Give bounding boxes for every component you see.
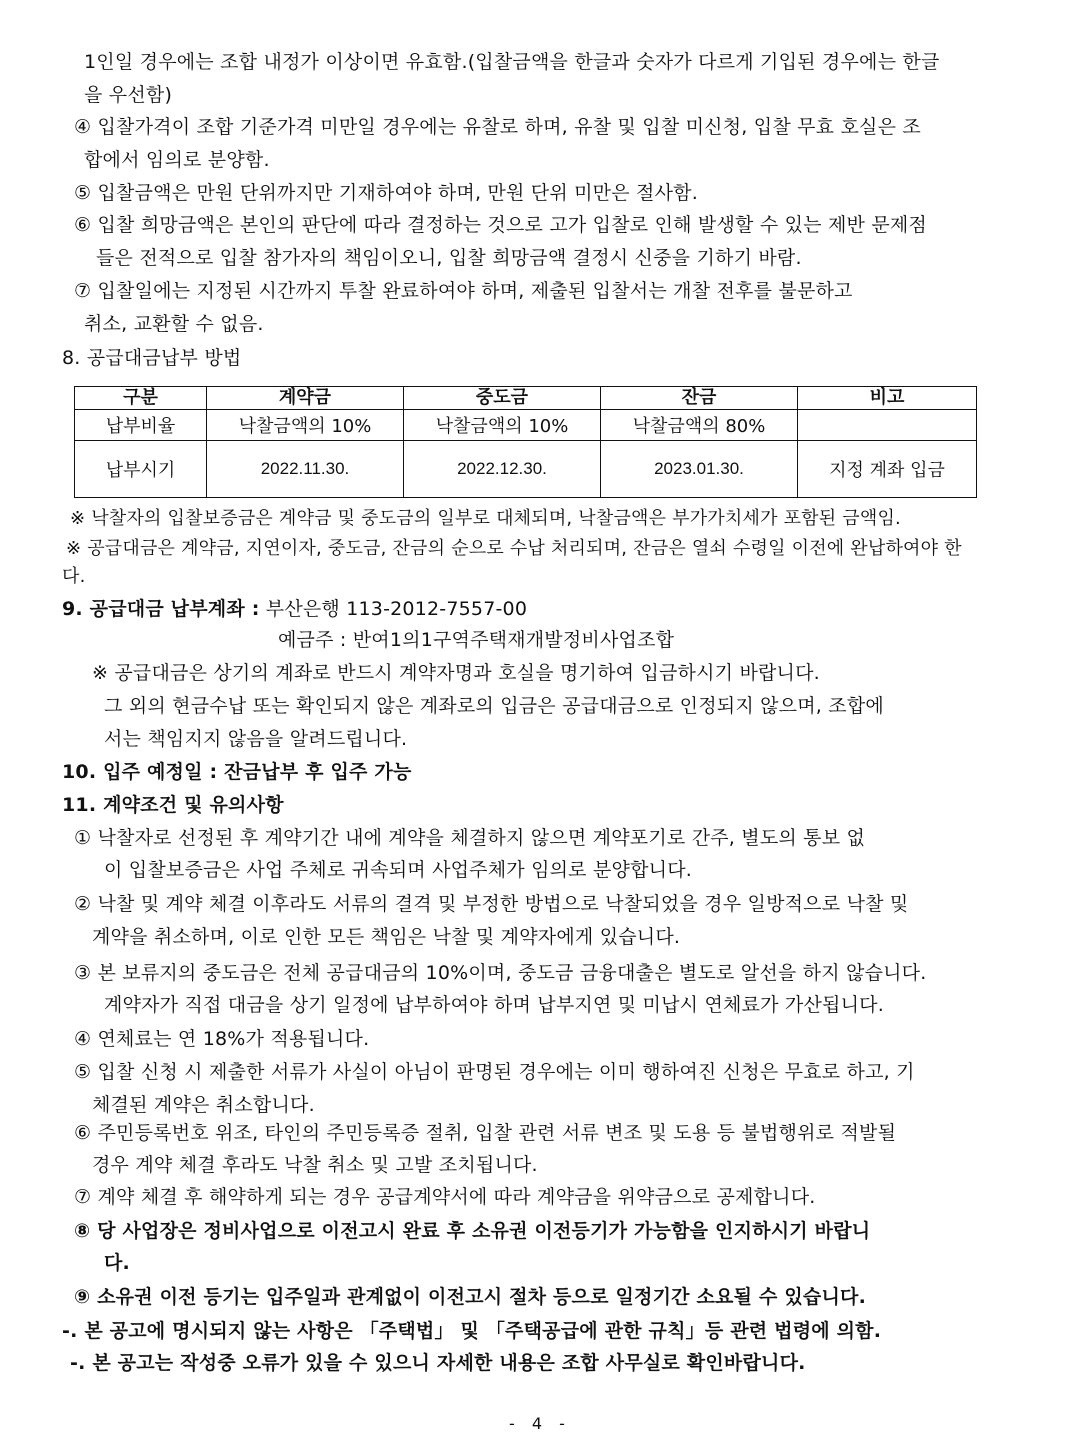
text-line: ⑦ 입찰일에는 지정된 시간까지 투찰 완료하여야 하며, 제출된 입찰서는 개찰 전후를 불문하고 — [74, 280, 853, 302]
table-cell: 지정 계좌 입금 — [798, 441, 977, 498]
list-item: ① 낙찰자로 선정된 후 계약기간 내에 계약을 체결하지 않으면 계약포기로 간주, 별도의 통보 없 — [74, 827, 866, 849]
table-cell: 낙찰금액의 10% — [207, 410, 404, 441]
text-line: 취소, 교환할 수 없음. — [84, 313, 264, 335]
text-line: ⑤ 입찰금액은 만원 단위까지만 기재하여야 하며, 만원 단위 미만은 절사함. — [74, 182, 698, 204]
table-row — [75, 410, 977, 441]
text-line: 들은 전적으로 입찰 참가자의 책임이오니, 입찰 희망금액 결정시 신중을 기하기 바람. — [96, 247, 802, 269]
list-item: ② 낙찰 및 계약 체결 이후라도 서류의 결격 및 부정한 방법으로 낙찰되었을 경우 일방적으로 낙찰 및 — [74, 893, 909, 915]
list-item: 경우 계약 체결 후라도 낙찰 취소 및 고발 조치됩니다. — [92, 1154, 538, 1176]
list-item: 이 입찰보증금은 사업 주체로 귀속되며 사업주체가 임의로 분양합니다. — [104, 859, 692, 881]
list-item: ⑦ 계약 체결 후 해약하게 되는 경우 공급계약서에 따라 계약금을 위약금으로 공제합니다. — [74, 1186, 816, 1208]
section-9-label: 9. 공급대금 납부계좌 : — [62, 598, 260, 620]
text-line: 을 우선함) — [84, 84, 173, 106]
table-cell: 낙찰금액의 80% — [601, 410, 798, 441]
table-header: 구분 — [75, 387, 207, 410]
section-8-title: 8. 공급대금납부 방법 — [62, 347, 242, 369]
note-line: ※ 낙찰자의 입찰보증금은 계약금 및 중도금의 일부로 대체되며, 낙찰금액은 부가가치세가 포함된 금액임. — [70, 508, 901, 529]
table-header: 비고 — [798, 387, 977, 410]
page-number: - 4 - — [509, 1414, 571, 1433]
table-header: 중도금 — [404, 387, 601, 410]
list-item: ⑥ 주민등록번호 위조, 타인의 주민등록증 절취, 입찰 관련 서류 변조 및 도용 등 불법행위로 적발될 — [74, 1122, 897, 1144]
note-line: 다. — [62, 566, 86, 587]
table-header: 계약금 — [207, 387, 404, 410]
bank-account: 부산은행 113-2012-7557-00 — [265, 598, 528, 620]
table-cell: 낙찰금액의 10% — [404, 410, 601, 441]
list-item: 계약을 취소하며, 이로 인한 모든 책임은 낙찰 및 계약자에게 있습니다. — [92, 926, 681, 948]
section-9-note: 그 외의 현금수납 또는 확인되지 않은 계좌로의 입금은 공급대금으로 인정되지 않으며, 조합에 — [104, 695, 884, 717]
table-header-row — [75, 387, 977, 410]
list-item: ③ 본 보류지의 중도금은 전체 공급대금의 10%이며, 중도금 금융대출은 별도로 알선을 하지 않습니다. — [74, 962, 927, 984]
list-item: 체결된 계약은 취소합니다. — [92, 1094, 315, 1116]
account-holder: 예금주 : 반여1의1구역주택재개발정비사업조합 — [278, 629, 675, 651]
list-item: -. 본 공고에 명시되지 않는 사항은 「주택법」 및 「주택공급에 관한 규칙」등 관련 법령에 의함. — [62, 1320, 882, 1342]
table-cell: 2022.11.30. — [207, 441, 404, 498]
note-line: ※ 공급대금은 계약금, 지연이자, 중도금, 잔금의 순으로 수납 처리되며, 잔금은 열쇠 수령일 이전에 완납하여야 한 — [66, 538, 962, 559]
list-item: 계약자가 직접 대금을 상기 일정에 납부하여야 하며 납부지연 및 미납시 연체료가 가산됩니다. — [104, 994, 884, 1016]
text-line: ④ 입찰가격이 조합 기준가격 미만일 경우에는 유찰로 하며, 유찰 및 입찰 미신청, 입찰 무효 호실은 조 — [74, 116, 921, 138]
payment-table — [74, 386, 977, 498]
table-cell: 2022.12.30. — [404, 441, 601, 498]
text-line: ⑥ 입찰 희망금액은 본인의 판단에 따라 결정하는 것으로 고가 입찰로 인해 발생할 수 있는 제반 문제점 — [74, 214, 927, 236]
section-9-note: 서는 책임지지 않음을 알려드립니다. — [104, 728, 408, 750]
table-cell: 2023.01.30. — [601, 441, 798, 498]
section-9-line — [62, 596, 527, 622]
table-header: 잔금 — [601, 387, 798, 410]
list-item: ⑤ 입찰 신청 시 제출한 서류가 사실이 아님이 판명된 경우에는 이미 행하여진 신청은 무효로 하고, 기 — [74, 1061, 915, 1083]
table-cell — [798, 410, 977, 441]
text-line: 1인일 경우에는 조합 내정가 이상이면 유효함.(입찰금액을 한글과 숫자가 다르게 기입된 경우에는 한글 — [84, 51, 940, 73]
table-cell: 납부시기 — [75, 441, 207, 498]
list-item: ④ 연체료는 연 18%가 적용됩니다. — [74, 1028, 370, 1050]
list-item: ⑨ 소유권 이전 등기는 입주일과 관계없이 이전고시 절차 등으로 일정기간 소요될 수 있습니다. — [74, 1286, 866, 1308]
section-11-title: 11. 계약조건 및 유의사항 — [62, 794, 284, 816]
table-cell: 납부비율 — [75, 410, 207, 441]
list-item: 다. — [104, 1252, 130, 1274]
section-10-title: 10. 입주 예정일 : 잔금납부 후 입주 가능 — [62, 761, 412, 783]
list-item: ⑧ 당 사업장은 정비사업으로 이전고시 완료 후 소유권 이전등기가 가능함을 인지하시기 바랍니 — [74, 1220, 871, 1242]
table-row — [75, 441, 977, 498]
section-9-note: ※ 공급대금은 상기의 계좌로 반드시 계약자명과 호실을 명기하여 입금하시기 바랍니다. — [92, 662, 820, 684]
text-line: 합에서 임의로 분양함. — [84, 149, 270, 171]
list-item: -. 본 공고는 작성중 오류가 있을 수 있으니 자세한 내용은 조합 사무실로 확인바랍니다. — [70, 1352, 806, 1374]
